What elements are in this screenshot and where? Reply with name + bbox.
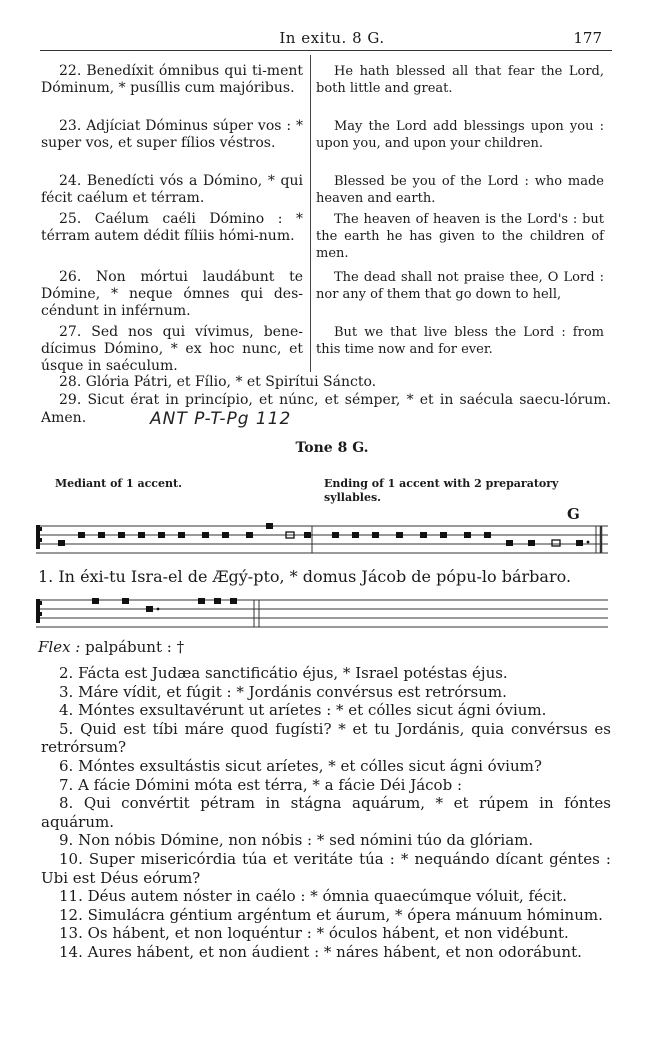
flex-label: Flex :: [38, 638, 81, 656]
doxology-verse-29: [41, 391, 611, 427]
tone-staff-svg: [36, 520, 608, 564]
english-verse-25: The heaven of heaven is the Lord's : but the earth he has given to the children of men.: [316, 212, 604, 261]
english-verse-23: May the Lord add blessings upon you : upon you, and upon your children.: [316, 119, 604, 151]
psalm-verse: 9. Non nóbis Dómine, non nóbis : * sed nómini túo da glóriam.: [59, 831, 534, 850]
latin-verse-24: 24. Benedícti vós a Dómino, * qui fécit caélum et térram.: [41, 173, 303, 206]
english-verse-27: But we that live bless the Lord : from this time now and for ever.: [316, 325, 604, 357]
latin-verse-22: 22. Benedíxit ómnibus qui ti-ment Dóminum, * pusíllis cum majóribus.: [41, 63, 303, 96]
english-verse-24: Blessed be you of the Lord : who made heaven and earth.: [316, 174, 604, 206]
psalm-verse: 8. Qui convértit pétram in stágna aquárum, * et rúpem in fóntes aquárum.: [41, 794, 611, 831]
mediant-label: Mediant of 1 accent.: [55, 477, 182, 490]
example-verse: 1. In éxi-tu Isra-el de Ægý-pto, * domus Jácob de pópu-lo bárbaro.: [38, 567, 572, 586]
psalm-verse: 11. Déus autem nóster in caélo : * ómnia quaecúmque vóluit, fécit.: [59, 887, 567, 906]
psalm-verse: 7. A fácie Dómini móta est térra, * a fácie Déi Jácob :: [59, 775, 463, 794]
final-letter: G: [567, 505, 580, 523]
flex-line: [38, 638, 184, 656]
psalm-verse: 6. Móntes exsultástis sicut aríetes, * et cólles sicut ágni óvium?: [59, 756, 542, 775]
english-verse-22: He hath blessed all that fear the Lord, both little and great.: [316, 64, 604, 96]
psalm-verse: 12. Simulácra géntium argéntum et áurum, * ópera mánuum hóminum.: [59, 905, 603, 924]
doxology-verse-29-text: 29. Sicut érat in princípio, et núnc, et sémper, * et in saécula saecu-lórum. Amen.: [41, 392, 611, 426]
latin-verse-27: 27. Sed nos qui vívimus, bene-dícimus Dómino, * ex hoc nunc, et úsque in saéculum.: [41, 324, 303, 374]
latin-verse-25: 25. Caélum caéli Dómino : * térram autem dédit fíliis hómi-num.: [41, 211, 303, 244]
psalm-verse: 14. Aures hábent, et non áudient : * náres hábent, et non odorábunt.: [59, 942, 582, 961]
latin-verse-23: 23. Adjíciat Dóminus súper vos : * super vos, et super fílios véstros.: [41, 118, 303, 151]
psalm-verses: [41, 664, 611, 962]
latin-verse-26: 26. Non mórtui laudábunt te Dómine, * neque ómnes qui des-céndunt in inférnum.: [41, 269, 303, 319]
tone-heading: Tone 8 G.: [295, 440, 369, 456]
psalm-verse: 10. Super misericórdia túa et veritáte túa : * nequándo dícant géntes : Ubi est Déus eórum?: [41, 849, 611, 887]
doxology-verse-28: 28. Glória Pátri, et Fílio, * et Spirítui Sáncto.: [59, 374, 377, 390]
header-rule: [40, 50, 612, 51]
psalm-verse: 2. Fácta est Judæa sanctificátio éjus, * Israel potéstas éjus.: [59, 664, 508, 682]
flex-staff-svg: [36, 594, 608, 634]
chant-staff-tone: [36, 520, 608, 564]
chant-staff-flex: [36, 594, 608, 634]
ending-label: Ending of 1 accent with 2 preparatory syllables.: [324, 477, 559, 504]
handwritten-annotation: ANT P-T-Pg 112: [150, 409, 292, 429]
page-number: 177: [573, 29, 602, 47]
running-title: In exitu. 8 G.: [279, 29, 385, 47]
flex-text: palpábunt : †: [85, 638, 185, 656]
psalm-verse: 4. Móntes exsultavérunt ut aríetes : * et cólles sicut ágni óvium.: [59, 701, 547, 720]
english-verse-26: The dead shall not praise thee, O Lord : nor any of them that go down to hell,: [316, 270, 604, 302]
column-divider: [310, 55, 311, 372]
psalm-verse: 5. Quid est tíbi máre quod fugísti? * et tu Jordánis, quia convérsus es retrórsum?: [41, 719, 611, 757]
psalm-verse: 13. Os hábent, et non loquéntur : * óculos hábent, et non vidébunt.: [59, 924, 569, 943]
psalm-verse: 3. Máre vídit, et fúgit : * Jordánis convérsus est retrórsum.: [59, 682, 507, 701]
